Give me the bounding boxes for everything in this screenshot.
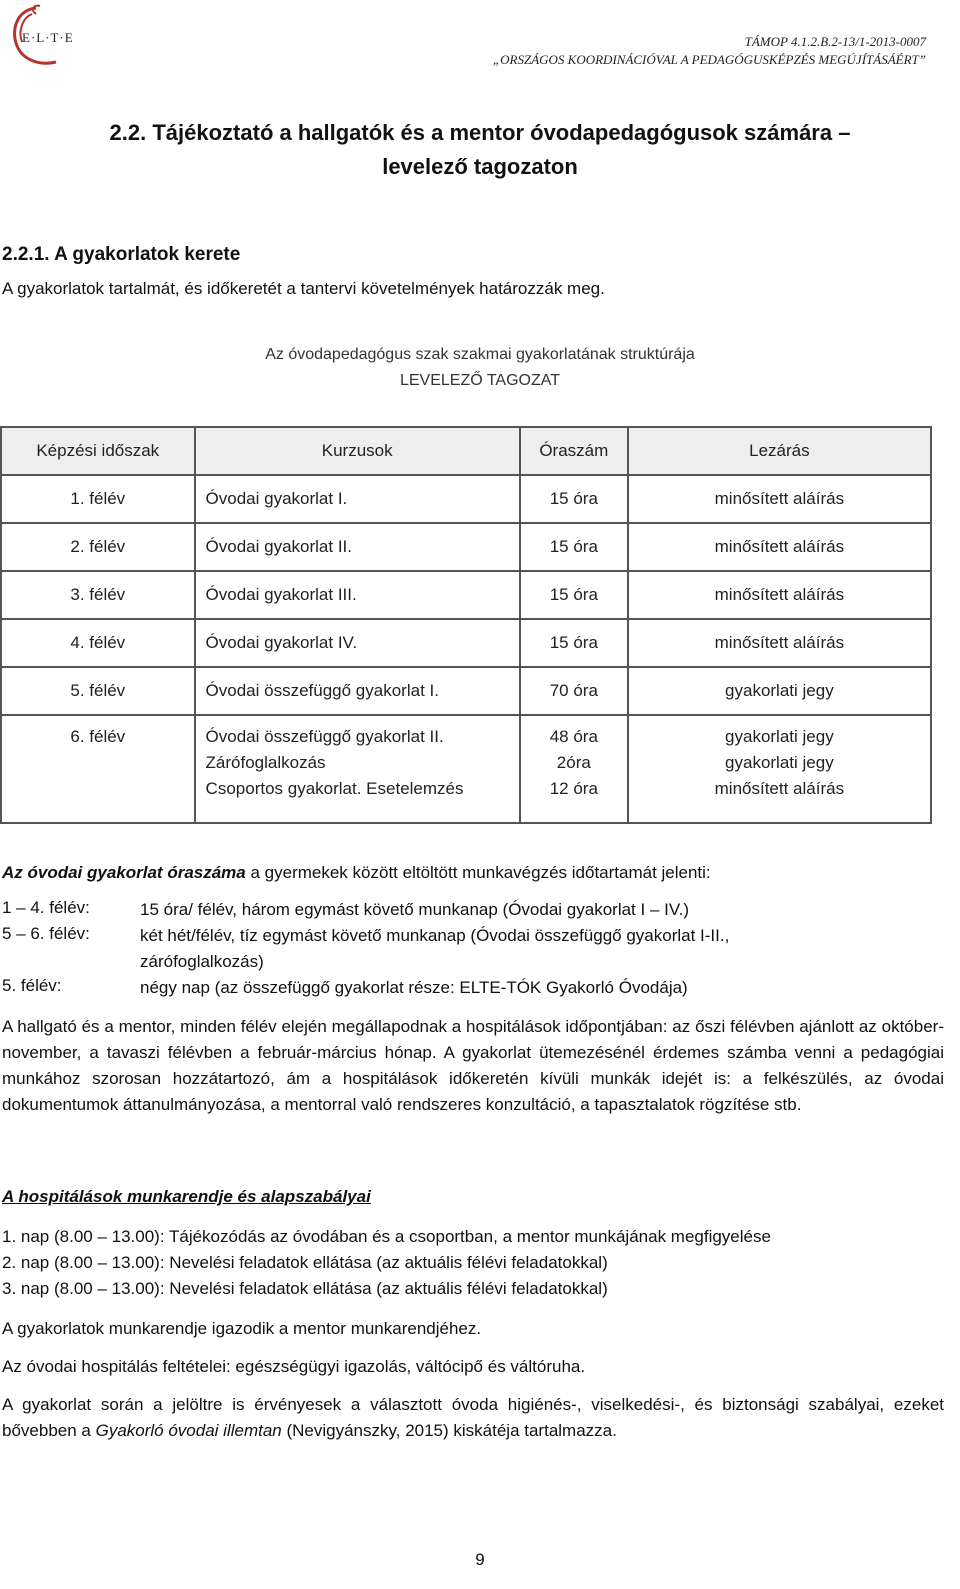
conditions-text: Az óvodai hospitálás feltételei: egészségügyi igazolás, váltócipő és váltóruha. [2, 1357, 586, 1376]
page-title-line2: levelező tagozaton [382, 154, 578, 179]
closing-line: minősített aláírás [714, 779, 845, 798]
course-line: Óvodai összefüggő gyakorlat II. [205, 727, 444, 746]
hours-note [2, 860, 711, 886]
elte-logo [6, 2, 92, 70]
arrangement-paragraph: A hallgató és a mentor, minden félév elején megállapodnak a hospitálások időpontjában: az őszi félévben ajánlott az október-november, a tavaszi félévben a február-március hónap. A gyakorlat ütemezésénél érdemes számba venni a pedagógiai munkához szorosan hozzátartozó, ám a hospitálások időkeretén kívüli munkák idejét is: a felkészülés, az óvodai dokumentumok áttanulmányozása, a mentorral való rendszeres konzultáció, a tapasztalatok rögzítése stb. [2, 1017, 944, 1114]
logo-text: E·L·T·E [22, 30, 74, 45]
cell-hours: 15 óra [520, 571, 628, 619]
project-code: TÁMOP 4.1.2.B.2-13/1-2013-0007 [744, 34, 926, 49]
cell-closing-multi [628, 715, 931, 823]
hours-note-rest: a gyermekek között eltöltött munkavégzés időtartamát jelenti: [245, 863, 711, 882]
course-line: Zárófoglalkozás [205, 753, 326, 772]
closing-line: gyakorlati jegy [725, 727, 834, 746]
cell-closing: minősített aláírás [628, 475, 931, 523]
cell-period: 6. félév [1, 715, 195, 823]
cell-period: 3. félév [1, 571, 195, 619]
workorder-text: A gyakorlatok munkarendje igazodik a mentor munkarendjéhez. [2, 1319, 482, 1338]
table-row [1, 523, 931, 571]
rules-paragraph [2, 1392, 944, 1444]
schedule-text: négy nap (az összefüggő gyakorlat része: ELTE-TÓK Gyakorló Óvodája) [140, 978, 688, 997]
intro-paragraph: A gyakorlatok tartalmát, és időkeretét a tantervi követelmények határozzák meg. [2, 279, 605, 298]
practice-structure-table [0, 426, 932, 824]
table-row [1, 667, 931, 715]
closing-line: gyakorlati jegy [725, 753, 834, 772]
rules-book-title: Gyakorló óvodai illemtan [95, 1421, 282, 1440]
schedule-label: 5. félév: [2, 976, 62, 995]
schedule-text: két hét/félév, tíz egymást követő munkanap (Óvodai összefüggő gyakorlat I-II., zárófoglalkozás) [140, 926, 730, 971]
cell-period: 2. félév [1, 523, 195, 571]
hours-line: 2óra [556, 753, 591, 772]
table-subcaption: LEVELEZŐ TAGOZAT [399, 372, 561, 389]
cell-course: Óvodai összefüggő gyakorlat I. [195, 667, 520, 715]
cell-closing: minősített aláírás [628, 619, 931, 667]
day-item: 3. nap (8.00 – 13.00): Nevelési feladatok ellátása (az aktuális félévi feladatokkal) [2, 1279, 608, 1298]
table-row [1, 475, 931, 523]
cell-hours-multi [520, 715, 628, 823]
header-closing: Lezárás [628, 427, 931, 475]
cell-closing: gyakorlati jegy [628, 667, 931, 715]
header-hours: Óraszám [520, 427, 628, 475]
schedule-text: 15 óra/ félév, három egymást követő munkanap (Óvodai gyakorlat I – IV.) [140, 900, 690, 919]
schedule-label: 5 – 6. félév: [2, 924, 90, 943]
page-title-line1: 2.2. Tájékoztató a hallgatók és a mentor óvodapedagógusok számára – [109, 120, 851, 145]
table-caption: Az óvodapedagógus szak szakmai gyakorlatának struktúrája [265, 346, 695, 363]
day-item: 2. nap (8.00 – 13.00): Nevelési feladatok ellátása (az aktuális félévi feladatokkal) [2, 1253, 608, 1272]
table-row [1, 619, 931, 667]
cell-hours: 15 óra [520, 523, 628, 571]
cell-closing: minősített aláírás [628, 523, 931, 571]
table-header-row [1, 427, 931, 475]
cell-course: Óvodai gyakorlat III. [195, 571, 520, 619]
page-number: 9 [475, 1550, 485, 1569]
day-item: 1. nap (8.00 – 13.00): Tájékozódás az óvodában és a csoportban, a mentor munkájának megfigyelése [2, 1227, 771, 1246]
header-period: Képzési időszak [1, 427, 195, 475]
hours-line: 12 óra [549, 779, 598, 798]
cell-period: 1. félév [1, 475, 195, 523]
section-heading: 2.2.1. A gyakorlatok kerete [2, 244, 241, 265]
hospitation-heading: A hospitálások munkarendje és alapszabályai [2, 1187, 371, 1206]
cell-course: Óvodai gyakorlat II. [195, 523, 520, 571]
cell-hours: 15 óra [520, 475, 628, 523]
cell-period: 4. félév [1, 619, 195, 667]
cell-hours: 70 óra [520, 667, 628, 715]
cell-hours: 15 óra [520, 619, 628, 667]
rules-text-end: (Nevigyánszky, 2015) kiskátéja tartalmazza. [281, 1421, 617, 1440]
project-name: „ORSZÁGOS KOORDINÁCIÓVAL A PEDAGÓGUSKÉPZÉS MEGÚJÍTÁSÁÉRT” [492, 52, 926, 67]
table-row [1, 571, 931, 619]
cell-course: Óvodai gyakorlat I. [195, 475, 520, 523]
header-courses: Kurzusok [195, 427, 520, 475]
hours-line: 48 óra [549, 727, 598, 746]
hours-note-bold: Az óvodai gyakorlat óraszáma [2, 863, 246, 882]
cell-closing: minősített aláírás [628, 571, 931, 619]
table-row [1, 715, 931, 823]
cell-course: Óvodai gyakorlat IV. [195, 619, 520, 667]
cell-period: 5. félév [1, 667, 195, 715]
rules-text: A gyakorlat során a jelöltre is érvényesek a választott óvoda higiénés-, viselkedési-, és biztonsági szabályai, ezeket bővebben a [2, 1395, 944, 1440]
schedule-label: 1 – 4. félév: [2, 898, 90, 917]
course-line: Csoportos gyakorlat. Esetelemzés [205, 779, 464, 798]
cell-course-multi [195, 715, 520, 823]
